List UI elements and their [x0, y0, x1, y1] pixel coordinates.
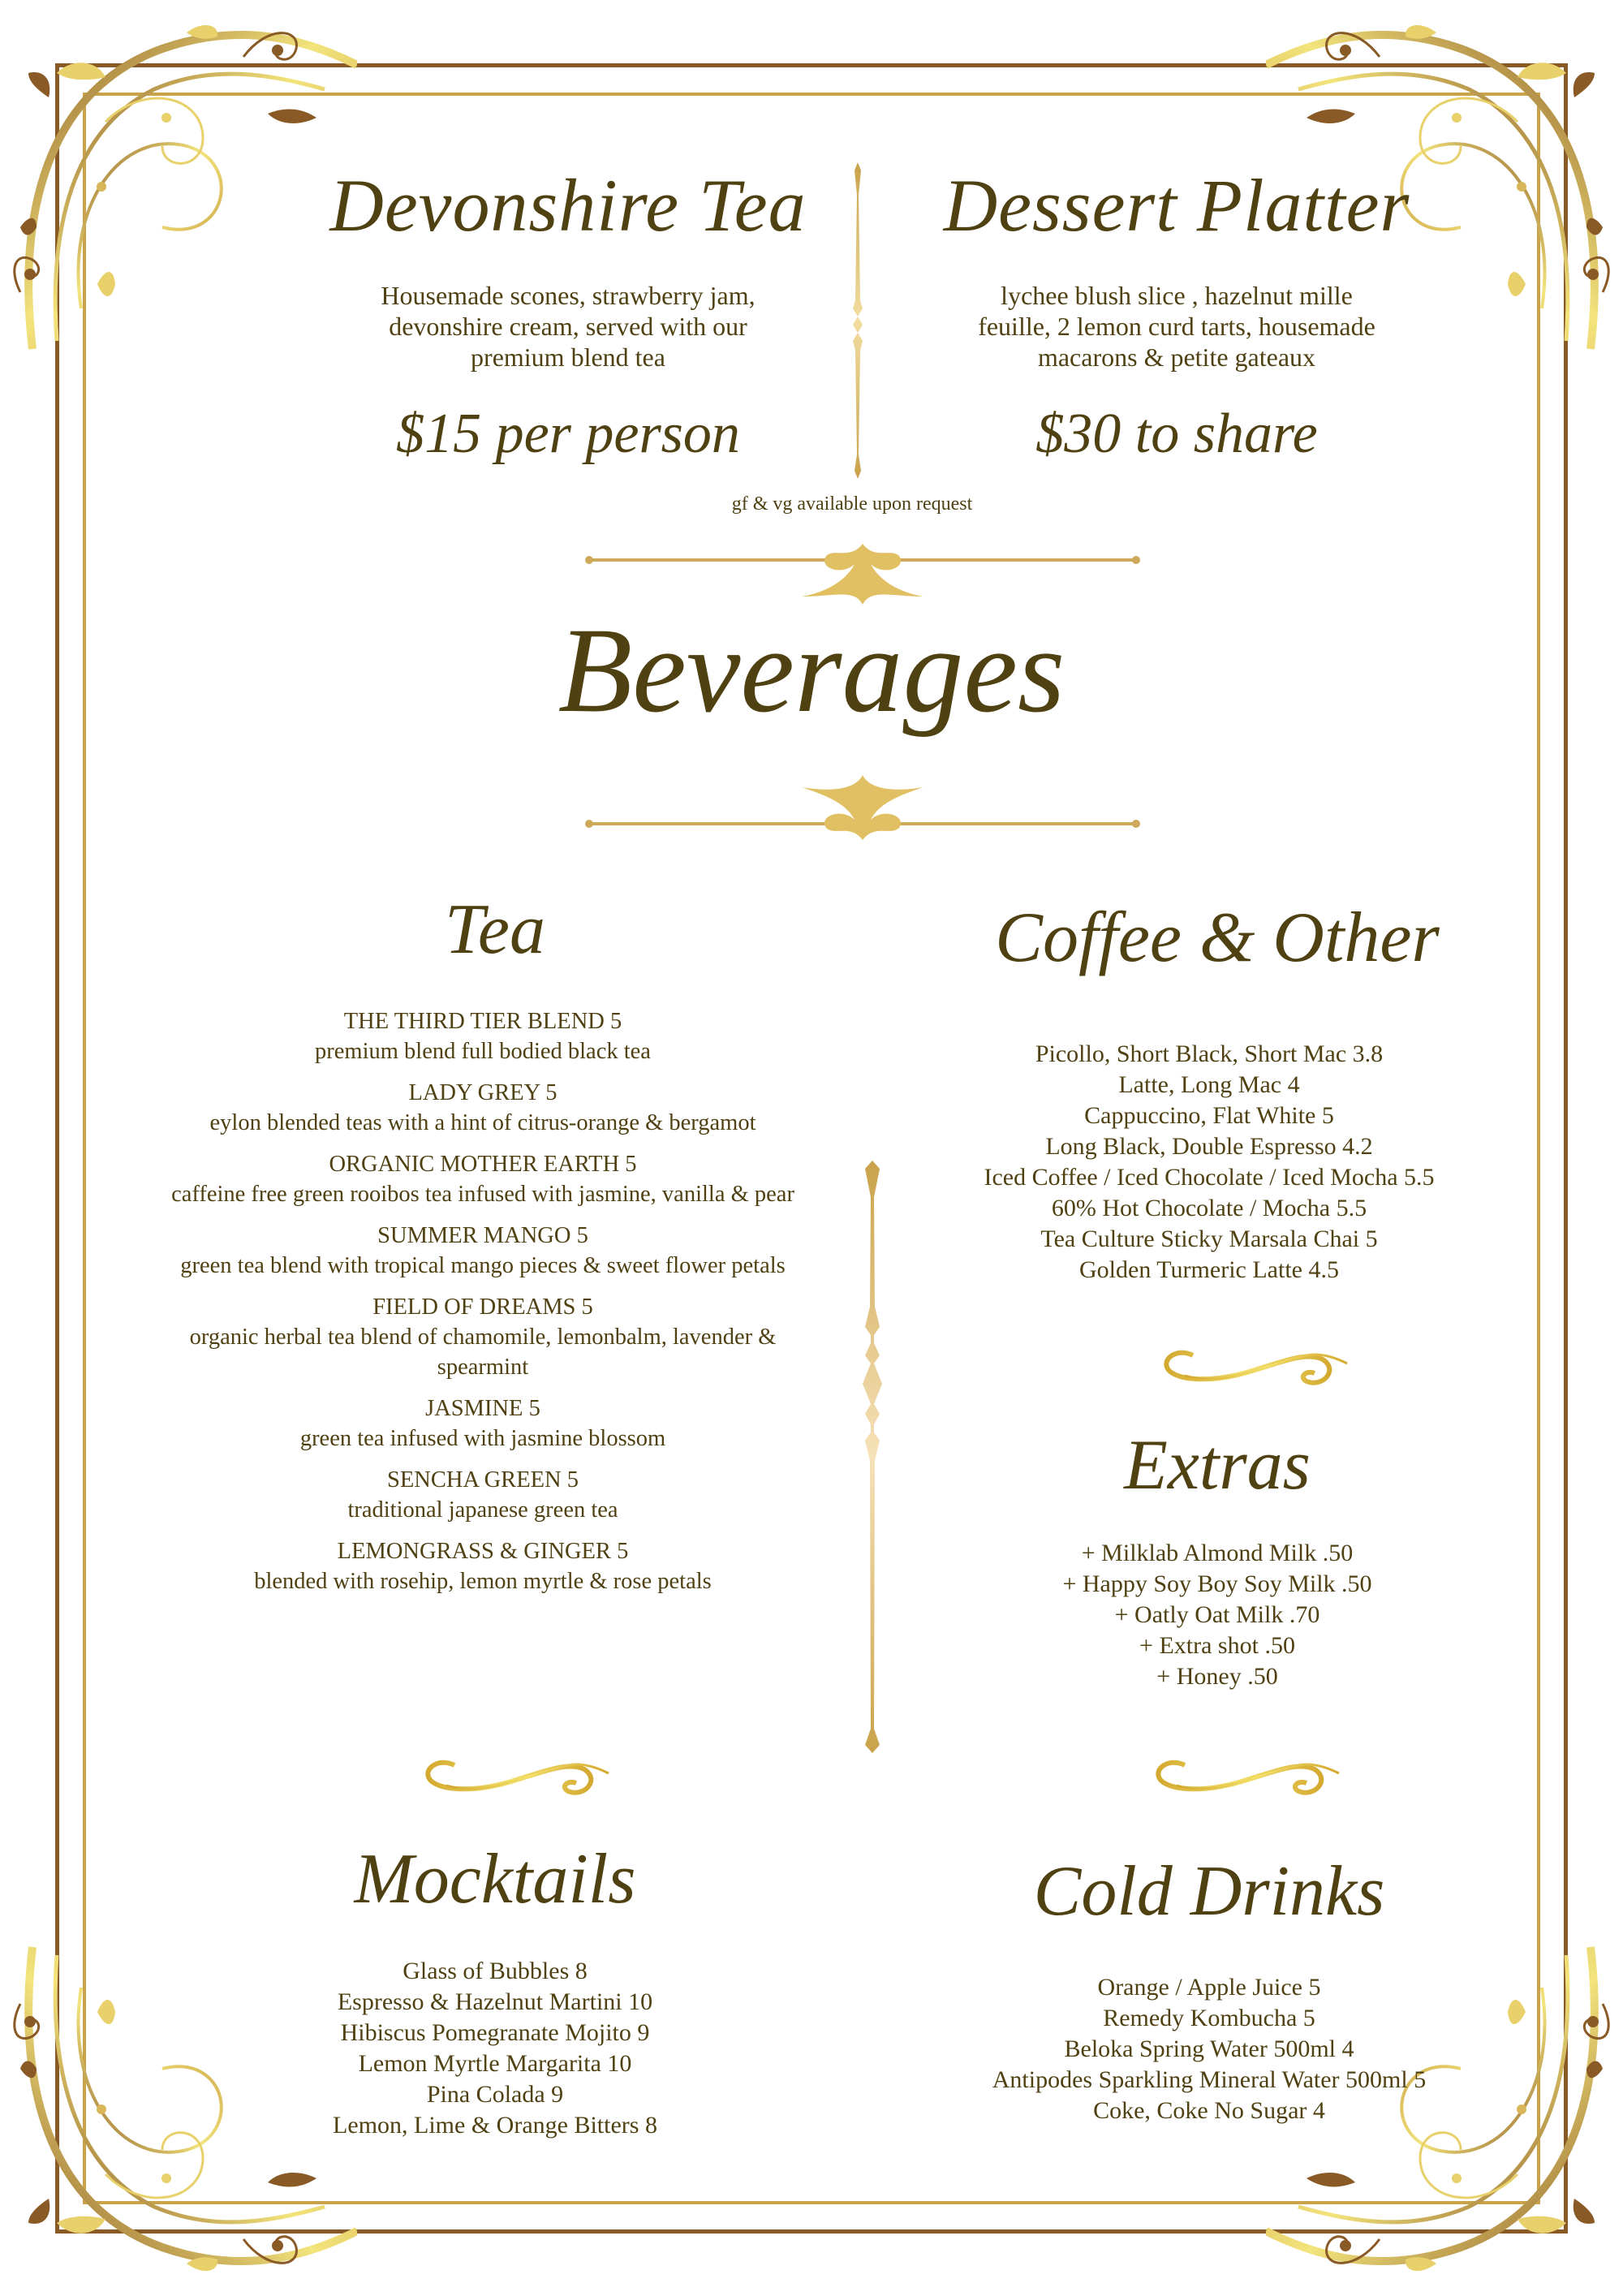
devonshire-tea-title: Devonshire Tea — [329, 164, 807, 247]
tea-item-name: SUMMER MANGO 5 — [377, 1223, 588, 1248]
ornamental-divider-top — [583, 544, 1143, 609]
dessert-platter-price: $30 to share — [1035, 403, 1318, 465]
coffee-section-title: Coffee & Other — [995, 898, 1440, 977]
tea-item-description: eylon blended teas with a hint of citrus-orange & bergamot — [209, 1110, 756, 1135]
tea-item — [162, 1536, 803, 1596]
extras-section-title: Extras — [1124, 1426, 1311, 1505]
tea-item — [162, 1394, 803, 1454]
coffee-item: Long Black, Double Espresso 4.2 — [1045, 1133, 1373, 1160]
cold-drink-item: Antipodes Sparkling Mineral Water 500ml 5 — [992, 2066, 1427, 2093]
tea-item-name: FIELD OF DREAMS 5 — [372, 1294, 593, 1320]
tea-item — [162, 1006, 803, 1066]
tea-item-name: SENCHA GREEN 5 — [387, 1467, 579, 1493]
cold-drinks-section-title: Cold Drinks — [1033, 1852, 1385, 1931]
cold-drink-item: Coke, Coke No Sugar 4 — [1093, 2097, 1325, 2124]
tea-item — [162, 1078, 803, 1138]
tea-item-name: LADY GREY 5 — [408, 1080, 558, 1105]
tea-item-description: blended with rosehip, lemon myrtle & rose petals — [254, 1569, 712, 1594]
mocktail-item: Hibiscus Pomegranate Mojito 9 — [340, 2019, 650, 2046]
tea-item — [162, 1221, 803, 1281]
cold-drink-item: Beloka Spring Water 500ml 4 — [1064, 2035, 1354, 2062]
swirl-ornament — [1136, 1741, 1347, 1814]
mocktail-item: Lemon Myrtle Margarita 10 — [358, 2050, 632, 2077]
ornamental-divider-bottom — [583, 775, 1143, 840]
tea-section-title: Tea — [445, 890, 545, 969]
coffee-item: Latte, Long Mac 4 — [1118, 1071, 1300, 1098]
tea-item — [162, 1292, 803, 1382]
tea-item — [162, 1149, 803, 1209]
tea-item-name: ORGANIC MOTHER EARTH 5 — [329, 1152, 637, 1177]
mocktail-item: Lemon, Lime & Orange Bitters 8 — [333, 2112, 657, 2139]
devonshire-tea-price: $15 per person — [396, 403, 740, 465]
coffee-item: Cappuccino, Flat White 5 — [1084, 1102, 1334, 1129]
dessert-platter-description — [876, 280, 1477, 373]
swirl-ornament — [406, 1741, 617, 1814]
tea-item-description: traditional japanese green tea — [347, 1497, 618, 1523]
vertical-divider-ornament-center — [860, 1161, 885, 1753]
devonshire-tea-description — [268, 280, 868, 373]
cold-drink-item: Remedy Kombucha 5 — [1103, 2005, 1315, 2031]
swirl-ornament — [1144, 1331, 1355, 1404]
tea-list — [162, 1006, 803, 1608]
dietary-note: gf & vg available upon request — [731, 493, 973, 515]
vertical-divider-ornament-top — [849, 162, 867, 479]
coffee-item: Iced Coffee / Iced Chocolate / Iced Mocha 5.5 — [984, 1164, 1435, 1191]
coffee-list — [925, 1039, 1493, 1286]
tea-item-description: green tea infused with jasmine blossom — [299, 1426, 666, 1451]
coffee-item: 60% Hot Chocolate / Mocha 5.5 — [1051, 1195, 1367, 1221]
tea-item-description: premium blend full bodied black tea — [315, 1039, 651, 1064]
tea-item-description: caffeine free green rooibos tea infused with jasmine, vanilla & pear — [171, 1182, 794, 1207]
cold-drink-item: Orange / Apple Juice 5 — [1097, 1974, 1321, 2001]
tea-item-name: LEMONGRASS & GINGER 5 — [337, 1539, 629, 1564]
mocktail-item: Espresso & Hazelnut Martini 10 — [337, 1988, 653, 2015]
description-line: lychee blush slice , hazelnut mille — [1001, 281, 1353, 310]
beverages-title: Beverages — [558, 603, 1065, 738]
cold-drinks-list — [925, 1972, 1493, 2126]
extras-item: + Oatly Oat Milk .70 — [1114, 1601, 1320, 1628]
coffee-item: Golden Turmeric Latte 4.5 — [1079, 1256, 1339, 1283]
tea-item-name: THE THIRD TIER BLEND 5 — [343, 1009, 622, 1034]
description-line: devonshire cream, served with our — [389, 312, 747, 341]
tea-item-description: green tea blend with tropical mango pieces & sweet flower petals — [180, 1253, 786, 1278]
mocktail-item: Glass of Bubbles 8 — [403, 1958, 588, 1984]
mocktail-item: Pina Colada 9 — [426, 2081, 564, 2108]
extras-item: + Milklab Almond Milk .50 — [1081, 1540, 1354, 1566]
extras-item: + Honey .50 — [1156, 1663, 1278, 1690]
tea-item-description: organic herbal tea blend of chamomile, lemonbalm, lavender & spearmint — [189, 1325, 777, 1380]
extras-list — [966, 1538, 1469, 1692]
mocktails-list — [227, 1956, 763, 2141]
mocktails-section-title: Mocktails — [354, 1840, 636, 1919]
extras-item: + Happy Soy Boy Soy Milk .50 — [1062, 1570, 1372, 1597]
description-line: premium blend tea — [471, 342, 665, 372]
description-line: Housemade scones, strawberry jam, — [381, 281, 756, 310]
description-line: macarons & petite gateaux — [1037, 342, 1316, 372]
tea-item-name: JASMINE 5 — [425, 1396, 540, 1421]
description-line: feuille, 2 lemon curd tarts, housemade — [978, 312, 1375, 341]
tea-item — [162, 1465, 803, 1525]
coffee-item: Tea Culture Sticky Marsala Chai 5 — [1040, 1226, 1378, 1252]
dessert-platter-title: Dessert Platter — [943, 164, 1410, 247]
coffee-item: Picollo, Short Black, Short Mac 3.8 — [1035, 1040, 1384, 1067]
extras-item: + Extra shot .50 — [1139, 1632, 1295, 1659]
